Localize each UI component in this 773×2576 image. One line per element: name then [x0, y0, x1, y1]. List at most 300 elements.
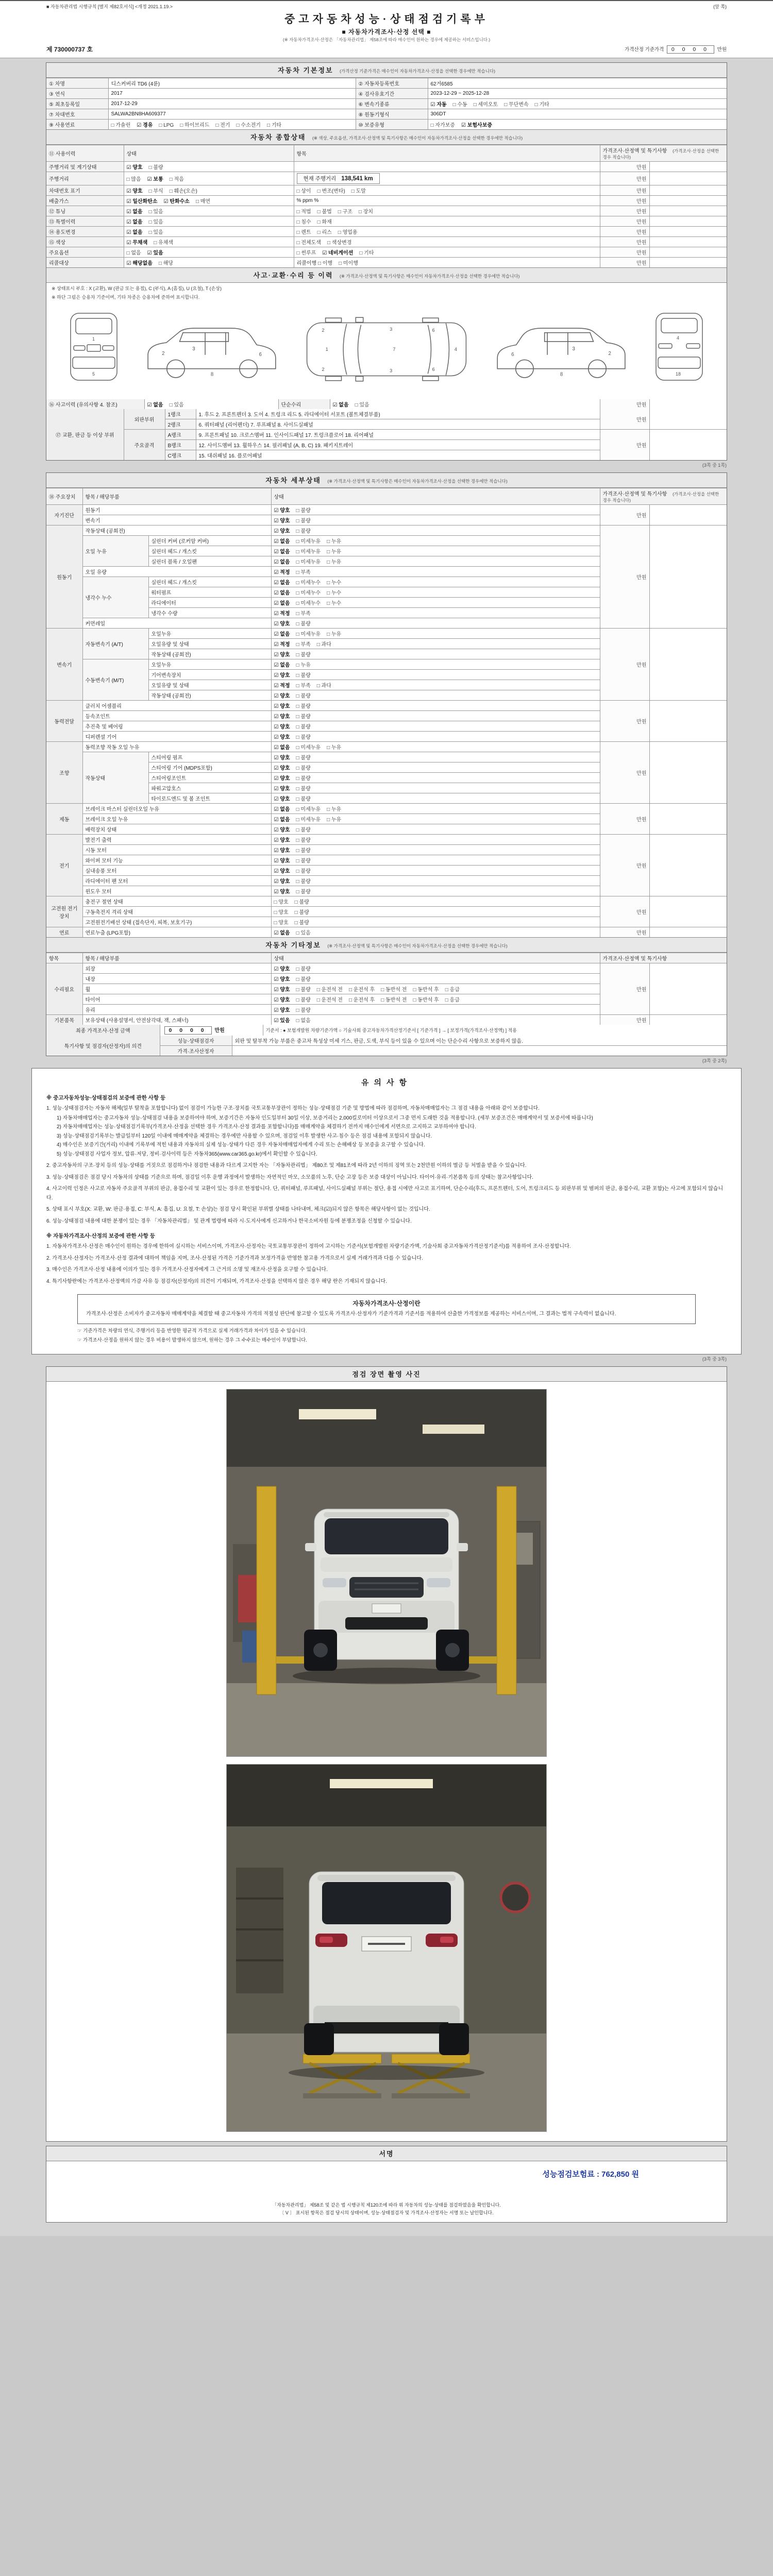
checkbox-기타[interactable]: □ 기타 [534, 102, 549, 108]
checkbox-응급[interactable]: □ 응급 [445, 987, 460, 993]
note-cell [649, 237, 727, 247]
checkbox-과다[interactable]: □ 과다 [316, 642, 331, 648]
checkbox-미이행[interactable]: □ 미이행 [339, 261, 358, 266]
checkbox-불량[interactable]: □ 불량 [294, 910, 309, 916]
fee-label: 성능점검보험료 : [542, 2170, 599, 2179]
checkbox-없음[interactable]: ☑ 없음 [274, 807, 290, 812]
checkbox-불량[interactable]: □ 불량 [296, 704, 311, 709]
row-label: ⑬ 특별이력 [46, 216, 124, 227]
price-cell: 만원 [600, 430, 649, 461]
checkbox-없음[interactable]: ☑ 없음 [274, 663, 290, 668]
appraiser-label: 가격·조사산정자 [160, 1046, 232, 1056]
checkbox-양호[interactable]: ☑ 양호 [274, 796, 290, 802]
checkbox-화재[interactable]: □ 화재 [317, 219, 332, 225]
checkbox-부족[interactable]: □ 부족 [296, 611, 311, 617]
checkbox-양호[interactable]: ☑ 양호 [274, 621, 290, 627]
checkbox-적정[interactable]: ☑ 적정 [274, 683, 290, 689]
checkbox-탄화수소[interactable]: ☑ 탄화수소 [163, 199, 190, 205]
part-label: 시동 모터 [82, 845, 271, 855]
rank-label: 1랭크 [165, 409, 196, 419]
checkbox-없음[interactable]: ☑ 없음 [332, 402, 349, 408]
final-amount-digits: 0 0 0 0 [164, 1026, 212, 1035]
checkbox-없음[interactable]: ☑ 없음 [274, 817, 290, 823]
status-cell [271, 680, 600, 690]
part-label: 유리 [82, 1005, 271, 1015]
checkbox-불량[interactable]: □ 불량 [296, 776, 311, 782]
warranty-options [428, 120, 727, 130]
checkbox-양호[interactable]: ☑ 양호 [274, 755, 290, 761]
checkbox-양호[interactable]: ☑ 양호 [274, 838, 290, 843]
checkbox-누수[interactable]: □ 누수 [327, 580, 342, 586]
checkbox-불량[interactable]: □ 불량 [294, 920, 309, 926]
status-cell [271, 526, 600, 536]
part-label: 충전구 절연 상태 [82, 896, 271, 907]
checkbox-불량[interactable]: □ 불량 [296, 827, 311, 833]
price-cell: 만원 [600, 526, 649, 629]
checkbox-렌트[interactable]: □ 렌트 [296, 230, 311, 235]
checkbox-미세누수[interactable]: □ 미세누수 [296, 601, 321, 606]
checkbox-있음[interactable]: □ 있음 [148, 209, 163, 215]
checkbox-네비게이션[interactable]: ☑ 네비게이션 [322, 250, 354, 256]
col-header-device: 항목 [46, 953, 82, 963]
status-cell [271, 963, 600, 974]
checkbox-누유[interactable]: □ 누유 [327, 549, 342, 555]
checkbox-불량[interactable]: □ 불량 [296, 848, 311, 854]
checkbox-부족[interactable]: □ 부족 [296, 683, 311, 689]
row-label: ⑫ 튜닝 [46, 206, 124, 216]
notes-item: 5. 상태 표시 부호(X: 교환, W: 판금·용접, C: 부식, A: 흠집, U: 요철, T: 손상)는 점검 당시 확인된 부위별 상태를 나타내며, 체크(☑)되지 않은 항목은 해당사항이 없는 것입니다. [46, 1207, 430, 1212]
notes-subitem: 3) 성능·상태점검기록부는 발급일부터 120일 이내에 매매계약을 체결하는 경우에만 사용할 수 있으며, 점검일 이후 발생한 사고·침수 등은 점검 내용에 포함되지 않습니다. [57, 1133, 432, 1139]
inspection-photo-front [226, 1389, 547, 1757]
checkbox-불량[interactable]: □ 불량 [296, 652, 311, 658]
group-label: 자기진단 [46, 505, 82, 526]
opinion-section-label: 특기사항 및 점검자(산정자)의 의견 [46, 1036, 160, 1056]
checkbox-있음[interactable]: □ 있음 [296, 930, 311, 936]
status-cell [271, 824, 600, 835]
field-label: ⑥ 변속기종류 [356, 99, 428, 109]
part-label: 냉각수 수량 [148, 608, 271, 618]
svg-text:2: 2 [162, 350, 165, 357]
checkbox-양호[interactable]: ☑ 양호 [126, 165, 143, 171]
checkbox-양호[interactable]: ☑ 양호 [274, 879, 290, 885]
extra-cell [294, 172, 600, 185]
table-row [46, 409, 727, 419]
checkbox-양호[interactable]: ☑ 양호 [274, 652, 290, 658]
checkbox-많음[interactable]: □ 많음 [126, 177, 141, 182]
table-row [46, 120, 727, 130]
checkbox-양호[interactable]: ☑ 양호 [274, 529, 290, 534]
status-cell [271, 752, 600, 762]
item-label: 작동상태 [82, 752, 148, 804]
svg-text:2: 2 [608, 350, 611, 357]
svg-text:4: 4 [677, 335, 680, 341]
price-cell: 만원 [600, 399, 649, 409]
checkbox-없음[interactable]: ☑ 없음 [274, 560, 290, 565]
checkbox-무채색[interactable]: ☑ 무채색 [126, 240, 148, 246]
checkbox-없음[interactable]: ☑ 없음 [126, 219, 143, 225]
checkbox-없음[interactable]: ☑ 없음 [274, 580, 290, 586]
price-cell: 만원 [600, 963, 649, 1015]
extra-cell [294, 196, 600, 206]
checkbox-불량[interactable]: □ 불량 [296, 967, 311, 972]
price-cell: 만원 [600, 196, 649, 206]
checkbox-불량[interactable]: □ 불량 [148, 165, 163, 171]
checkbox-양호[interactable]: ☑ 양호 [274, 997, 290, 1003]
checkbox-운전석 후[interactable]: □ 운전석 후 [348, 987, 375, 993]
simple-repair-label: 단순수리 [278, 399, 330, 409]
form-reference: ■ 자동차관리법 시행규칙 [별지 제82호서식] <개정 2021.1.19.> [46, 4, 173, 9]
note-cell [649, 1015, 727, 1025]
checkbox-도말[interactable]: □ 도말 [351, 189, 366, 194]
checkbox-불량[interactable]: □ 불량 [296, 987, 311, 993]
checkbox-세미오토[interactable]: □ 세미오토 [473, 102, 498, 108]
checkbox-불량[interactable]: □ 불량 [296, 755, 311, 761]
checkbox-누유[interactable]: □ 누유 [327, 807, 342, 812]
group-label: 변속기 [46, 629, 82, 701]
checkbox-동반석 전[interactable]: □ 동반석 전 [381, 997, 407, 1003]
price-cell: 만원 [600, 247, 649, 258]
checkbox-불량[interactable]: □ 불량 [296, 796, 311, 802]
extra-cell [294, 237, 600, 247]
status-cell [124, 185, 294, 196]
checkbox-있음[interactable]: ☑ 있음 [274, 1018, 290, 1024]
checkbox-하이브리드[interactable]: □ 하이브리드 [180, 123, 210, 128]
checkbox-누유[interactable]: □ 누유 [327, 632, 342, 637]
checkbox-양호[interactable]: ☑ 양호 [274, 977, 290, 982]
rank-parts: 6. 쿼터패널 (리어펜더) 7. 루프패널 8. 사이드실패널 [196, 419, 600, 430]
checkbox-미세누유[interactable]: □ 미세누유 [296, 539, 321, 545]
overall-row [46, 196, 727, 206]
checkbox-불량[interactable]: □ 불량 [296, 529, 311, 534]
section-note: (※ 가격조사·산정액 및 특기사항은 매수인이 자동차가격조사·산정을 선택한 경우에만 적습니다) [340, 274, 520, 279]
checkbox-없음[interactable]: ☑ 없음 [147, 402, 163, 408]
checkbox-보험사보증[interactable]: ☑ 보험사보증 [461, 123, 493, 128]
checkbox-적음[interactable]: □ 적음 [169, 177, 184, 182]
status-cell [271, 629, 600, 639]
checkbox-양호[interactable]: ☑ 양호 [274, 869, 290, 874]
checkbox-누수[interactable]: □ 누수 [327, 590, 342, 596]
page-marker: (3쪽 중 1쪽) [702, 463, 727, 468]
checkbox-불량[interactable]: □ 불량 [296, 673, 311, 679]
part-label: 배력장치 상태 [82, 824, 271, 835]
checkbox-불량[interactable]: □ 불량 [296, 838, 311, 843]
checkbox-있음[interactable]: □ 있음 [169, 402, 184, 408]
status-cell [124, 172, 294, 185]
checkbox-양호[interactable]: ☑ 양호 [274, 967, 290, 972]
transmission-options [428, 99, 727, 109]
note-cell [649, 196, 727, 206]
checkbox-적정[interactable]: ☑ 적정 [274, 611, 290, 617]
checkbox-없음[interactable]: ☑ 없음 [274, 539, 290, 545]
item-label: 자동변속기 (A/T) [82, 629, 148, 659]
status-cell [271, 515, 600, 526]
checkbox-불량[interactable]: □ 불량 [296, 786, 311, 792]
signature-area [46, 2161, 727, 2222]
svg-text:4: 4 [454, 347, 457, 352]
accident-history-label: ⑯ 사고이력 (유의사항 4. 참조) [46, 399, 144, 409]
checkbox-양호[interactable]: ☑ 양호 [274, 714, 290, 720]
checkbox-수소전기[interactable]: □ 수소전기 [236, 123, 261, 128]
checkbox-영업용[interactable]: □ 영업용 [338, 230, 358, 235]
checkbox-리스[interactable]: □ 리스 [317, 230, 332, 235]
info-arrow-note: ☞ 기준가격은 차량의 연식, 주행거리 등을 반영한 평균적 가격으로 실제 거래가격과 차이가 있을 수 있습니다. [77, 1328, 307, 1334]
checkbox-불량[interactable]: □ 불량 [296, 879, 311, 885]
checkbox-미세누유[interactable]: □ 미세누유 [296, 745, 321, 751]
status-cell [271, 974, 600, 984]
checkbox-양호[interactable]: □ 양호 [274, 900, 289, 905]
status-cell [271, 690, 600, 701]
table-row [46, 89, 727, 99]
checkbox-불량[interactable]: □ 불량 [296, 889, 311, 895]
inspector-opinion-text: 외판 및 탈부착 가능 부품은 중고차 특성상 미세 기스, 판금, 도색, 부식 등이 있을 수 있으며 이는 단순수리 사항으로 보증하지 않음. [232, 1036, 727, 1046]
checkbox-없음[interactable]: ☑ 없음 [126, 209, 143, 215]
part-label: 내장 [82, 974, 271, 984]
part-label: 작동상태 (공회전) [148, 690, 271, 701]
checkbox-불량[interactable]: □ 불량 [296, 997, 311, 1003]
checkbox-불량[interactable]: □ 불량 [294, 900, 309, 905]
checkbox-양호[interactable]: ☑ 양호 [274, 735, 290, 740]
checkbox-부족[interactable]: □ 부족 [296, 570, 311, 575]
checkbox-없음[interactable]: ☑ 없음 [274, 745, 290, 751]
checkbox-누유[interactable]: □ 누유 [327, 560, 342, 565]
checkbox-없음[interactable]: ☑ 없음 [274, 632, 290, 637]
checkbox-양호[interactable]: ☑ 양호 [274, 776, 290, 782]
row-label: 주행거리 및 계기상태 [46, 162, 124, 172]
note-cell [649, 835, 727, 896]
status-cell [124, 206, 294, 216]
device-row [46, 526, 727, 536]
checkbox-해당없음[interactable]: ☑ 해당없음 [126, 261, 153, 266]
checkbox-불량[interactable]: □ 불량 [296, 735, 311, 740]
checkbox-부식[interactable]: □ 부식 [148, 189, 163, 194]
checkbox-없음[interactable]: □ 없음 [126, 250, 141, 256]
checkbox-양호[interactable]: ☑ 양호 [274, 693, 290, 699]
checkbox-없음[interactable]: □ 없음 [296, 1018, 311, 1024]
checkbox-색상변경[interactable]: □ 색상변경 [327, 240, 352, 246]
field-label: ① 차명 [46, 78, 108, 89]
info-box-title: 자동차가격조사·산정이란 [352, 1300, 421, 1307]
checkbox-누유[interactable]: □ 누유 [327, 539, 342, 545]
status-cell [271, 917, 600, 927]
part-label: 오일유량 및 상태 [148, 639, 271, 649]
checkbox-불량[interactable]: □ 불량 [296, 869, 311, 874]
checkbox-미세누유[interactable]: □ 미세누유 [296, 549, 321, 555]
table-row [46, 1025, 727, 1036]
rank-label: 2랭크 [165, 419, 196, 430]
checkbox-불량[interactable]: □ 불량 [296, 518, 311, 524]
checkbox-누유[interactable]: □ 누유 [327, 745, 342, 751]
checkbox-누유[interactable]: □ 누유 [296, 663, 311, 668]
checkbox-있음[interactable]: □ 있음 [355, 402, 369, 408]
checkbox-불법[interactable]: □ 불법 [317, 209, 332, 215]
checkbox-적정[interactable]: ☑ 적정 [274, 642, 290, 648]
col-header-state: 상태 [124, 145, 294, 162]
checkbox-있음[interactable]: □ 있음 [148, 230, 163, 235]
document-header [0, 1, 773, 58]
svg-text:18: 18 [676, 371, 681, 377]
svg-text:6: 6 [432, 328, 435, 333]
checkbox-전체도색[interactable]: □ 전체도색 [296, 240, 321, 246]
checkbox-불량[interactable]: □ 불량 [296, 621, 311, 627]
checkbox-양호[interactable]: ☑ 양호 [274, 889, 290, 895]
svg-text:3: 3 [390, 368, 393, 374]
checkbox-장치[interactable]: □ 장치 [358, 209, 374, 215]
checkbox-없음[interactable]: ☑ 없음 [274, 549, 290, 555]
svg-text:6: 6 [259, 351, 262, 358]
checkbox-가솔린[interactable]: □ 가솔린 [111, 123, 131, 128]
checkbox-양호[interactable]: ☑ 양호 [274, 704, 290, 709]
section-note: (가격산정 기준가격은 매수인이 자동차가격조사·산정을 선택한 경우에만 적습니다) [340, 69, 495, 74]
checkbox-동반석 후[interactable]: □ 동반석 후 [413, 997, 439, 1003]
note-cell [649, 430, 727, 461]
part-label: 작동상태 (공회전) [82, 526, 271, 536]
checkbox-양호[interactable]: ☑ 양호 [274, 508, 290, 514]
section-note: (※ 가격조사·산정액 및 특기사항은 매수인이 자동차가격조사·산정을 선택한 경우에만 적습니다) [327, 943, 508, 948]
checkbox-불량[interactable]: □ 불량 [296, 508, 311, 514]
checkbox-양호[interactable]: ☑ 양호 [274, 987, 290, 993]
device-row [46, 835, 727, 845]
checkbox-불량[interactable]: □ 불량 [296, 858, 311, 864]
checkbox-양호[interactable]: □ 양호 [274, 920, 289, 926]
checkbox-불량[interactable]: □ 불량 [296, 724, 311, 730]
status-cell [271, 773, 600, 783]
checkbox-침수[interactable]: □ 침수 [296, 219, 311, 225]
extra-cell [294, 185, 600, 196]
checkbox-썬루프[interactable]: □ 썬루프 [296, 250, 316, 256]
diagram-note-legend: ※ 하단 그림은 승용차 기준이며, 기타 차종은 승용차에 준하여 표시합니다. [52, 295, 200, 300]
checkbox-없음[interactable]: ☑ 없음 [274, 590, 290, 596]
checkbox-자가보증[interactable]: □ 자가보증 [430, 123, 455, 128]
page-marker: (3쪽 중 3쪽) [702, 1357, 727, 1362]
checkbox-양호[interactable]: ☑ 양호 [274, 786, 290, 792]
col-header-price: 가격조사·산정액 및 특기사항 [600, 953, 727, 963]
checkbox-운전석 후[interactable]: □ 운전석 후 [348, 997, 375, 1003]
checkbox-무단변속[interactable]: □ 무단변속 [504, 102, 529, 108]
part-label: 등속조인트 [82, 711, 271, 721]
checkbox-적정[interactable]: ☑ 적정 [274, 570, 290, 575]
part-label: 브레이크 마스터 실린더오일 누유 [82, 804, 271, 814]
part-label: 타이로드엔드 및 볼 조인트 [148, 793, 271, 804]
info-box-text: 가격조사·산정은 소비자가 중고자동차 매매계약을 체결할 때 중고자동차 가격의 적절성 판단에 참고할 수 있도록 가격조사·산정자가 기준가격과 기준서를 적용하여 산출한 가격정보를 제공하는 서비스이며, 그 결과는 법적 구속력이 없습니다. [86, 1311, 616, 1317]
checkbox-훼손(오손)[interactable]: □ 훼손(오손) [169, 189, 197, 194]
checkbox-과다[interactable]: □ 과다 [316, 683, 331, 689]
overall-row [46, 237, 727, 247]
exchange-section-label: ⑰ 교환, 판금 등 이상 부위 [46, 409, 124, 460]
checkbox-상이[interactable]: □ 상이 [296, 189, 311, 194]
inspection-validity-value: 2023-12-29 ~ 2025-12-28 [428, 89, 727, 99]
status-cell [271, 984, 600, 994]
checkbox-보통[interactable]: ☑ 보통 [147, 177, 163, 182]
checkbox-불량[interactable]: □ 불량 [296, 977, 311, 982]
document-subnote: (※ 자동차가격조사·산정은 「자동차관리법」 제58조에 따라 매수인이 원하는 경우에 제공하는 서비스입니다.) [282, 37, 491, 42]
price-cell: 만원 [600, 409, 649, 430]
checkbox-양호[interactable]: ☑ 양호 [274, 858, 290, 864]
checkbox-기타[interactable]: □ 기타 [266, 123, 282, 128]
checkbox-미세누유[interactable]: □ 미세누유 [296, 632, 321, 637]
checkbox-유채색[interactable]: □ 유채색 [154, 240, 174, 246]
checkbox-응급[interactable]: □ 응급 [445, 997, 460, 1003]
odometer-label: 현재 주행거리 [303, 176, 337, 182]
checkbox-전기[interactable]: □ 전기 [215, 123, 230, 128]
checkbox-부족[interactable]: □ 부족 [296, 642, 311, 648]
status-cell [124, 196, 294, 206]
checkbox-동반석 전[interactable]: □ 동반석 전 [381, 987, 407, 993]
model-year-value: 2017 [108, 89, 356, 99]
section-basic-info [46, 63, 727, 78]
checkbox-기타[interactable]: □ 기타 [359, 250, 374, 256]
car-diagram-side-left [140, 311, 284, 388]
checkbox-양호[interactable]: ☑ 양호 [274, 848, 290, 854]
item-label: 냉각수 누수 [82, 577, 148, 618]
basic-info-table [46, 78, 727, 129]
table-header-row [46, 953, 727, 963]
checkbox-불량[interactable]: □ 불량 [296, 766, 311, 771]
field-label: ④ 검사유효기간 [356, 89, 428, 99]
final-amount-unit: 만원 [214, 1028, 225, 1033]
checkbox-양호[interactable]: ☑ 양호 [274, 673, 290, 679]
checkbox-없음[interactable]: ☑ 없음 [274, 930, 290, 936]
checkbox-LPG[interactable]: □ LPG [159, 123, 174, 128]
workshop-ceiling [227, 1765, 546, 1826]
checkbox-양호[interactable]: ☑ 양호 [274, 1008, 290, 1013]
checkbox-경유[interactable]: ☑ 경유 [137, 123, 153, 128]
checkbox-양호[interactable]: ☑ 양호 [274, 518, 290, 524]
status-cell [271, 762, 600, 773]
checkbox-없음[interactable]: ☑ 없음 [126, 230, 143, 235]
checkbox-미세누유[interactable]: □ 미세누유 [296, 817, 321, 823]
checkbox-양호[interactable]: ☑ 양호 [274, 724, 290, 730]
checkbox-누유[interactable]: □ 누유 [327, 817, 342, 823]
part-label: 발전기 출력 [82, 835, 271, 845]
checkbox-양호[interactable]: ☑ 양호 [274, 766, 290, 771]
checkbox-이행[interactable]: □ 이행 [317, 261, 333, 266]
checkbox-미세누수[interactable]: □ 미세누수 [296, 580, 321, 586]
checkbox-미세누유[interactable]: □ 미세누유 [296, 807, 321, 812]
fuel-options [108, 120, 356, 130]
status-cell [124, 258, 294, 268]
checkbox-있음[interactable]: □ 있음 [148, 219, 163, 225]
checkbox-수동[interactable]: □ 수동 [452, 102, 467, 108]
checkbox-구조[interactable]: □ 구조 [338, 209, 352, 215]
part-label: 고전원전기배선 상태 (접속단자, 피복, 보호기구) [82, 917, 271, 927]
checkbox-변조(변타)[interactable]: □ 변조(변타) [317, 189, 345, 194]
checkbox-운전석 전[interactable]: □ 운전석 전 [316, 997, 343, 1003]
part-label: 실린더 블록 / 오일팬 [148, 556, 271, 567]
checkbox-적법[interactable]: □ 적법 [296, 209, 311, 215]
accident-history-options [144, 399, 278, 409]
checkbox-없음[interactable]: ☑ 없음 [274, 601, 290, 606]
checkbox-누수[interactable]: □ 누수 [327, 601, 342, 606]
checkbox-양호[interactable]: ☑ 양호 [126, 189, 143, 194]
rank-parts: 1. 후드 2. 프론트펜더 3. 도어 4. 트렁크 리드 5. 라디에이터 서포트 (볼트체결부품) [196, 409, 600, 419]
checkbox-있음[interactable]: ☑ 있음 [147, 250, 163, 256]
checkbox-운전석 전[interactable]: □ 운전석 전 [316, 987, 343, 993]
part-label: 스티어링 기어 (MDPS포함) [148, 762, 271, 773]
checkbox-미세누수[interactable]: □ 미세누수 [296, 590, 321, 596]
checkbox-동반석 후[interactable]: □ 동반석 후 [413, 987, 439, 993]
checkbox-양호[interactable]: ☑ 양호 [274, 827, 290, 833]
checkbox-매연[interactable]: □ 매연 [195, 199, 211, 205]
checkbox-불량[interactable]: □ 불량 [296, 1008, 311, 1013]
checkbox-미세누유[interactable]: □ 미세누유 [296, 560, 321, 565]
checkbox-일산화탄소[interactable]: ☑ 일산화탄소 [126, 199, 158, 205]
checkbox-불량[interactable]: □ 불량 [296, 693, 311, 699]
checkbox-불량[interactable]: □ 불량 [296, 714, 311, 720]
checkbox-자동[interactable]: ☑ 자동 [430, 102, 447, 108]
rank-label: A랭크 [165, 430, 196, 440]
checkbox-양호[interactable]: □ 양호 [274, 910, 289, 916]
checkbox-해당[interactable]: □ 해당 [158, 261, 174, 266]
